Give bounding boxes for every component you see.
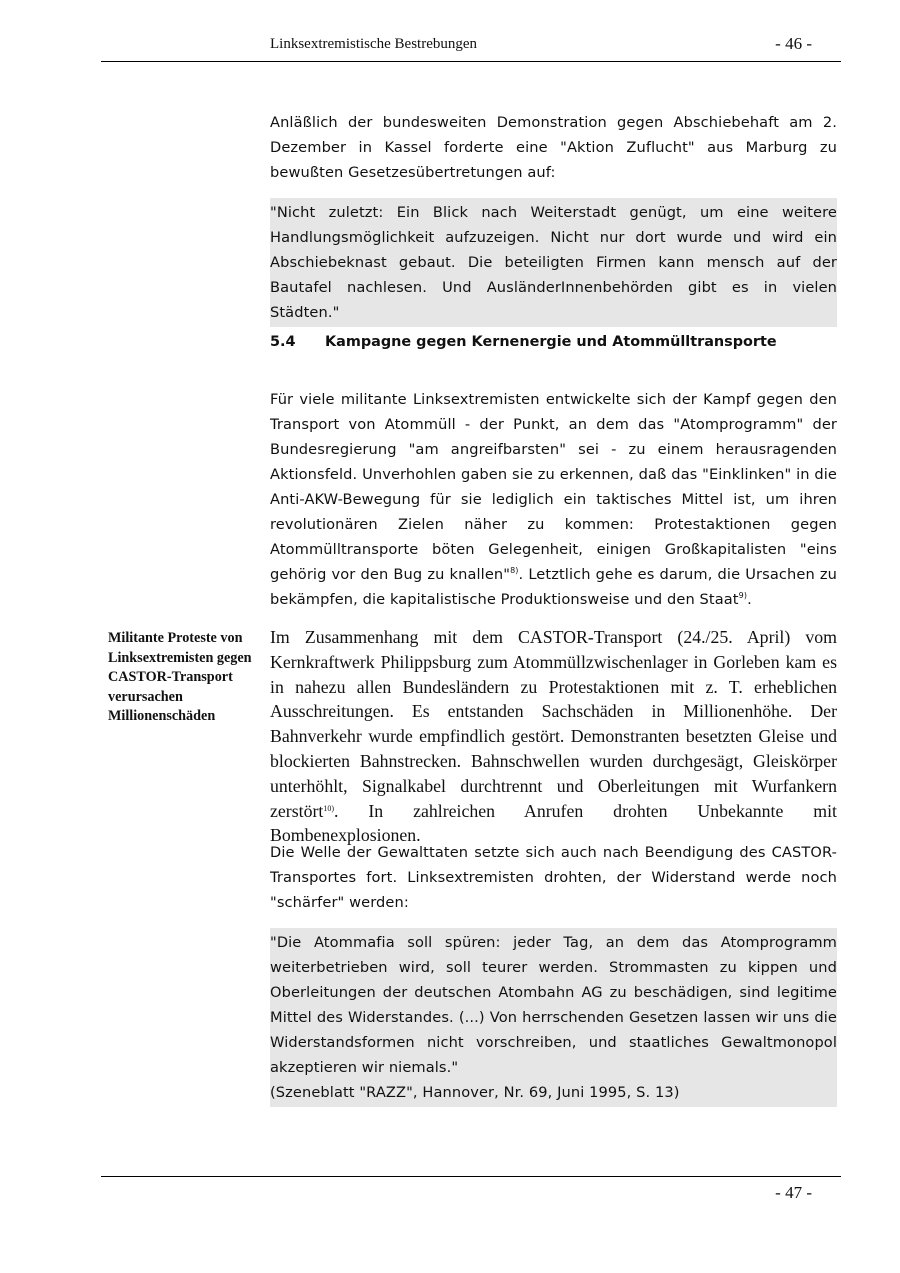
- paragraph-2: [270, 387, 837, 612]
- footnote-ref-8: 8): [510, 566, 519, 575]
- header-rule: [101, 61, 841, 62]
- paragraph-3-end: . In zahlreichen Anrufen drohten Unbekannte mit Bombenexplosionen.: [270, 800, 837, 846]
- quote-2-source: (Szeneblatt "RAZZ", Hannover, Nr. 69, Juni 1995, S. 13): [270, 1084, 680, 1101]
- footnote-ref-10: 10): [323, 803, 334, 813]
- section-heading: [270, 334, 837, 350]
- paragraph-3: [270, 625, 837, 848]
- intro-paragraph: [270, 110, 837, 185]
- section-number: 5.4: [270, 334, 296, 350]
- paragraph-4: [270, 840, 837, 915]
- paragraph-4-text: Die Welle der Gewalttaten setzte sich auch nach Beendigung des CASTOR-Transportes fort. Linksextremisten drohten, der Widerstand werde noch "schärfer" werden:: [270, 844, 837, 911]
- footer-rule: [101, 1176, 841, 1177]
- footnote-ref-9: 9): [738, 591, 748, 600]
- quote-1-text: "Nicht zuletzt: Ein Blick nach Weiterstadt genügt, um eine weitere Handlungsmöglichkeit aufzuzeigen. Nicht nur dort wurde und wird ein Abschiebeknast gebaut. Die beteiligten Firmen kann mensch auf der Bautafel nachlesen. Und AusländerInnenbehörden gibt es in vielen Städten.": [270, 204, 837, 321]
- paragraph-2-main: Für viele militante Linksextremisten entwickelte sich der Kampf gegen den Transport von Atommüll - der Punkt, an dem das "Atomprogramm" der Bundesregierung "am angreifbarsten" sei - zu einem herausragenden Aktionsfeld. Unverhohlen gaben sie zu erkennen, daß das "Einklinken" in die Anti-AKW-Bewegung für sie lediglich ein taktisches Mittel ist, um ihren revolutionären Zielen näher zu kommen: Protestaktionen gegen Atommülltransporte böten Gelegenheit, einigen Großkapitalisten "eins gehörig vor den Bug zu knallen": [270, 391, 837, 583]
- running-header-title: Linksextremistische Bestrebungen: [270, 36, 478, 52]
- margin-note: Militante Proteste von Linksextremisten gegen CASTOR-Transport verursachen Millionenschäden: [108, 630, 252, 724]
- paragraph-2-mid: . Letztlich gehe es darum, die Ursachen zu bekämpfen, die kapitalistische Produktionsweise und den Staat: [270, 566, 838, 608]
- section-title: Kampagne gegen Kernenergie und Atommülltransporte: [325, 334, 777, 350]
- header-page-number: - 46 -: [775, 34, 812, 53]
- quote-2-text: "Die Atommafia soll spüren: jeder Tag, an dem das Atomprogramm weiterbetrieben wird, soll teurer werden. Strommasten zu kippen und Oberleitungen der deutschen Atombahn AG zu beschädigen, sind legitime Mittel des Widerstandes. (...) Von herrschenden Gesetzen lassen wir uns die Widerstandsformen nicht vorschreiben, und staatliches Gewaltmonopol akzeptieren wir niemals.": [270, 934, 837, 1076]
- footer-page-number: - 47 -: [775, 1183, 812, 1202]
- quote-block-1: [270, 198, 837, 327]
- paragraph-3-main: Im Zusammenhang mit dem CASTOR-Transport (24./25. April) vom Kernkraftwerk Philippsburg zum Atommüllzwischenlager in Gorleben kam es in nahezu allen Bundesländern zu Protestaktionen mit z. T. erheblichen Ausschreitungen. Es entstanden Sachschäden in Millionenhöhe. Der Bahnverkehr wurde empfindlich gestört. Demonstranten besetzten Gleise und blockierten Bahnstrecken. Bahnschwellen wurden durchgesägt, Gleiskörper unterhöhlt, Signalkabel durchtrennt und Oberleitungen mit Wurfankern zerstört: [270, 627, 837, 821]
- paragraph-2-end: .: [747, 591, 752, 608]
- quote-block-2: [270, 928, 837, 1107]
- intro-text: Anläßlich der bundesweiten Demonstration gegen Abschiebehaft am 2. Dezember in Kassel forderte eine "Aktion Zuflucht" aus Marburg zu bewußten Gesetzesübertretungen auf:: [270, 114, 837, 181]
